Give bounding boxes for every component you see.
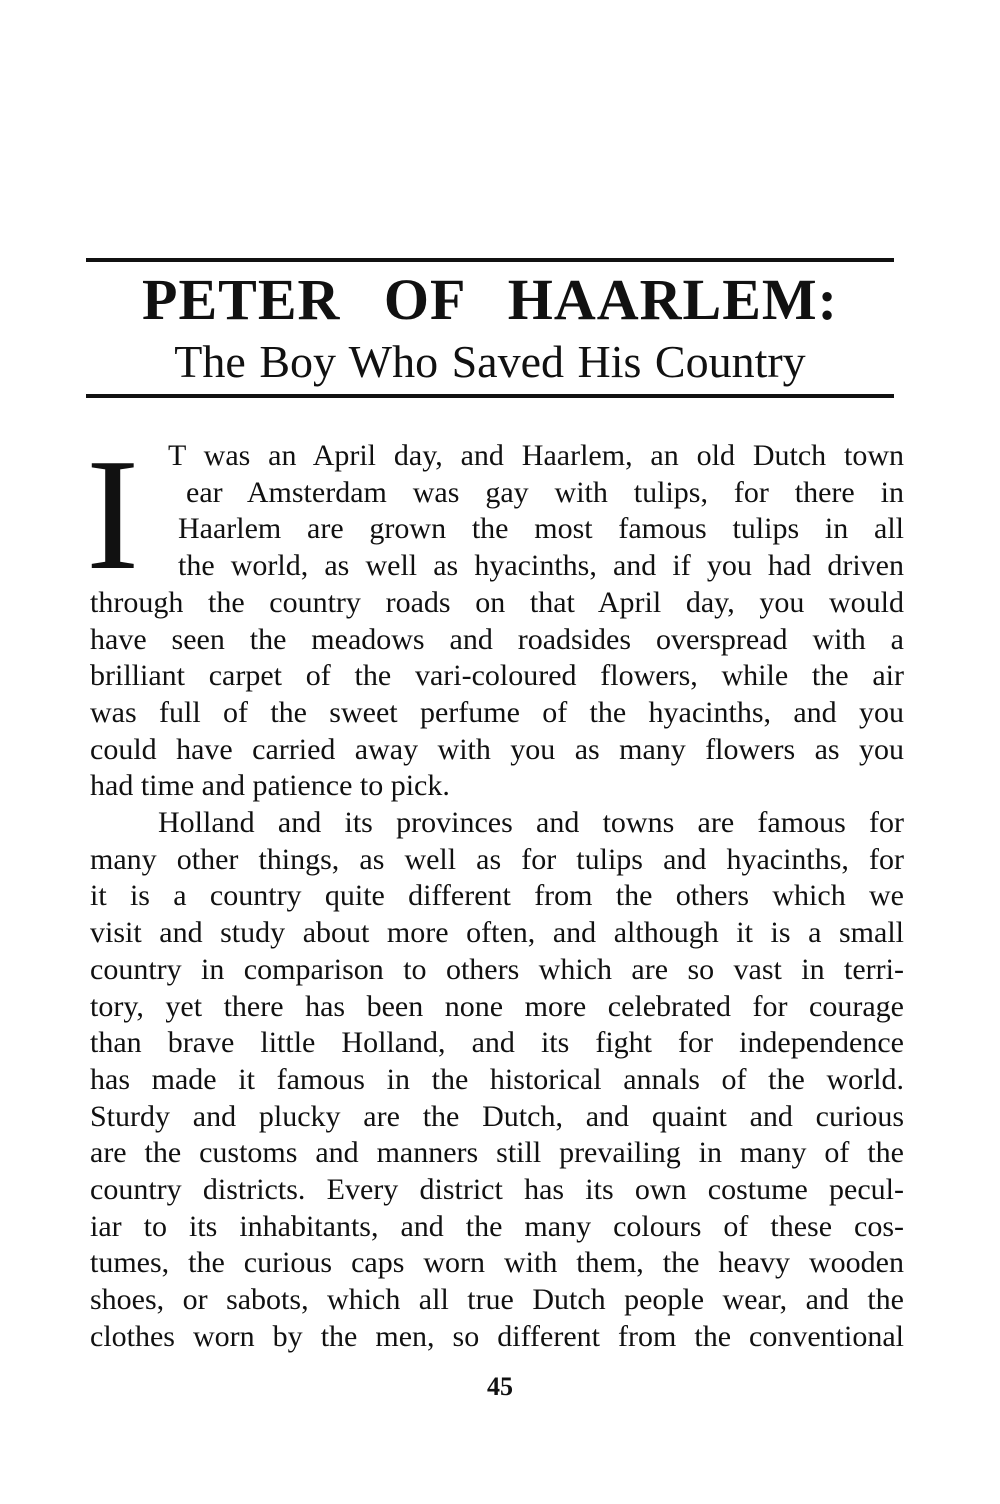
body-line: shoes, or sabots, which all true Dutch people wear, and the [90, 1283, 904, 1317]
body-line: T was an April day, and Haarlem, an old Dutch town [168, 439, 904, 472]
body-line: ear Amsterdam was gay with tulips, for there in [186, 475, 904, 509]
title-top-rule [86, 258, 894, 262]
body-line: Haarlem are grown the most famous tulips in all [178, 512, 904, 546]
page-number: 45 [487, 1372, 513, 1401]
body-line: could have carried away with you as many flowers as you [90, 732, 904, 766]
body-line: had time and patience to pick. [90, 769, 450, 803]
body-line: country districts. Every district has its own costume pecul- [90, 1173, 904, 1207]
body-line: was full of the sweet perfume of the hyacinths, and you [90, 695, 904, 729]
body-line: Holland and its provinces and towns are famous for [158, 806, 904, 840]
body-line: it is a country quite different from the others which we [90, 879, 904, 913]
body-line: Sturdy and plucky are the Dutch, and quaint and curious [90, 1099, 904, 1133]
body-line: have seen the meadows and roadsides overspread with a [90, 622, 904, 656]
body-text [90, 438, 904, 1356]
body-line: are the customs and manners still prevailing in many of the [90, 1136, 904, 1170]
drop-cap: I [86, 425, 140, 603]
body-line: clothes worn by the men, so different from the conventional [90, 1319, 904, 1353]
body-line: iar to its inhabitants, and the many colours of these cos- [90, 1209, 904, 1243]
body-line: brilliant carpet of the vari-coloured flowers, while the air [90, 659, 904, 693]
body-line: visit and study about more often, and although it is a small [90, 916, 904, 950]
chapter-subtitle: The Boy Who Saved His Country [174, 336, 806, 387]
body-line: through the country roads on that April day, you would [90, 585, 904, 619]
chapter-title-block [86, 266, 894, 390]
body-line: country in comparison to others which are so vast in terri- [90, 952, 904, 986]
body-line: tory, yet there has been none more celebrated for courage [90, 989, 904, 1023]
body-line: has made it famous in the historical annals of the world. [90, 1062, 904, 1096]
title-bottom-rule [86, 394, 894, 398]
chapter-title: PETER OF HAARLEM: [142, 267, 838, 332]
body-line: tumes, the curious caps worn with them, the heavy wooden [90, 1246, 904, 1280]
body-line: the world, as well as hyacinths, and if you had driven [178, 549, 904, 583]
body-line: than brave little Holland, and its fight for independence [90, 1026, 904, 1060]
body-line: many other things, as well as for tulips and hyacinths, for [90, 842, 904, 876]
